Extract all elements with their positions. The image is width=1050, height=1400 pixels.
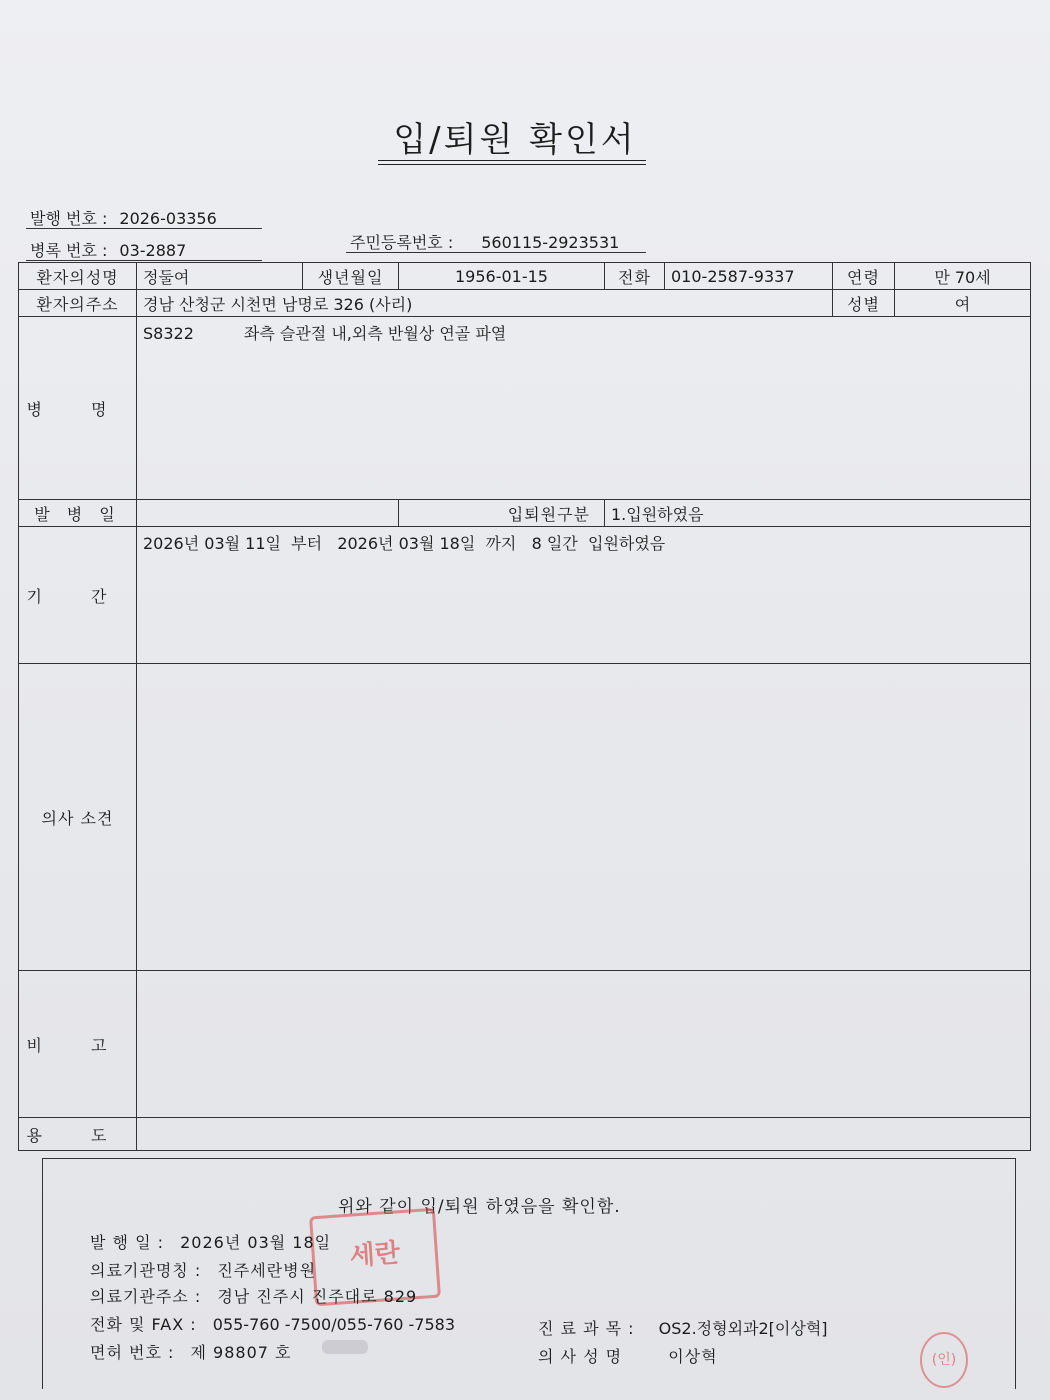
admission-type-value: 1.입원하였음	[605, 500, 1031, 527]
phone-fax-label: 전화 및 FAX :	[90, 1315, 197, 1334]
purpose-row	[19, 1118, 1031, 1151]
opinion-value	[137, 664, 1031, 971]
ward-number-label: 병록 번호 :	[30, 241, 108, 260]
issue-date	[90, 1230, 331, 1253]
doctor-label: 의 사 성 명	[538, 1347, 623, 1366]
onset-value	[137, 500, 399, 527]
age-value: 만 70세	[895, 263, 1031, 290]
onset-label: 발 병 일	[19, 500, 137, 527]
birth-label: 생년월일	[303, 263, 399, 290]
confirmation-statement: 위와 같이 입/퇴원 하였음을 확인함.	[338, 1197, 621, 1217]
hospital-name	[90, 1258, 316, 1281]
hospital-address-value: 경남 진주시 진주대로 829	[217, 1287, 418, 1306]
resident-number	[350, 230, 619, 253]
ward-number-underline	[26, 260, 262, 261]
period-row	[19, 527, 1031, 664]
opinion-row	[19, 664, 1031, 971]
hospital-address-label: 의료기관주소 :	[90, 1287, 202, 1306]
name-label: 환자의성명	[19, 263, 137, 290]
patient-form-table	[18, 262, 1031, 1151]
issue-number-underline	[26, 228, 262, 229]
age-label: 연령	[833, 263, 895, 290]
department-label: 진 료 과 목 :	[538, 1319, 635, 1338]
admission-type-label: 입퇴원구분	[399, 500, 605, 527]
license-value: 제 98807 호	[190, 1343, 292, 1362]
period-label: 기 간	[19, 527, 137, 664]
birth-value: 1956-01-15	[399, 263, 605, 290]
name-value: 정둘여	[137, 263, 303, 290]
issue-number-value: 2026-03356	[119, 209, 217, 228]
hospital-name-label: 의료기관명칭 :	[90, 1261, 202, 1280]
redacted-area	[322, 1340, 368, 1354]
address-row	[19, 290, 1031, 317]
doctor-seal: (인)	[920, 1332, 968, 1388]
diagnosis-row	[19, 317, 1031, 500]
hospital-stamp: 세란	[309, 1208, 441, 1307]
name-row	[19, 263, 1031, 290]
remarks-row	[19, 971, 1031, 1118]
phone-label: 전화	[605, 263, 665, 290]
address-label: 환자의주소	[19, 290, 137, 317]
diagnosis-code: S8322	[143, 324, 194, 343]
department-value: OS2.정형외과2[이상혁]	[658, 1319, 828, 1338]
issue-number	[30, 206, 217, 229]
title-underline-double	[378, 164, 646, 165]
title-underline	[378, 160, 646, 161]
diagnosis-label: 병 명	[19, 317, 137, 500]
hospital-name-value: 진주세란병원	[217, 1261, 317, 1280]
period-value: 2026년 03월 11일 부터 2026년 03월 18일 까지 8 일간 입원하였음	[137, 527, 1031, 664]
license-number	[90, 1340, 291, 1363]
ward-number-value: 03-2887	[119, 241, 187, 260]
address-value: 경남 산청군 시천면 남명로 326 (사리)	[137, 290, 833, 317]
resident-number-label: 주민등록번호 :	[350, 233, 454, 252]
resident-number-underline	[346, 252, 646, 253]
purpose-label: 용 도	[19, 1118, 137, 1151]
hospital-address	[90, 1284, 417, 1307]
phone-fax-value: 055-760 -7500/055-760 -7583	[212, 1315, 456, 1334]
resident-number-value: 560115-2923531	[481, 233, 620, 252]
remarks-label: 비 고	[19, 971, 137, 1118]
issue-date-value: 2026년 03월 18일	[180, 1233, 332, 1252]
hospital-phone-fax	[90, 1312, 455, 1335]
diagnosis-text: 좌측 슬관절 내,외측 반월상 연골 파열	[243, 324, 507, 343]
ward-number	[30, 238, 186, 261]
sex-value: 여	[895, 290, 1031, 317]
diagnosis-value	[137, 317, 1031, 500]
issue-date-label: 발 행 일 :	[90, 1233, 165, 1252]
sex-label: 성별	[833, 290, 895, 317]
purpose-value	[137, 1118, 1031, 1151]
opinion-label: 의사 소견	[19, 664, 137, 971]
phone-value: 010-2587-9337	[665, 263, 833, 290]
remarks-value	[137, 971, 1031, 1118]
doctor-value: 이상혁	[668, 1347, 718, 1366]
onset-row	[19, 500, 1031, 527]
document-title: 입/퇴원 확인서	[393, 120, 637, 160]
department	[538, 1316, 828, 1339]
issue-number-label: 발행 번호 :	[30, 209, 108, 228]
doctor-name	[538, 1344, 718, 1367]
license-label: 면허 번호 :	[90, 1343, 175, 1362]
